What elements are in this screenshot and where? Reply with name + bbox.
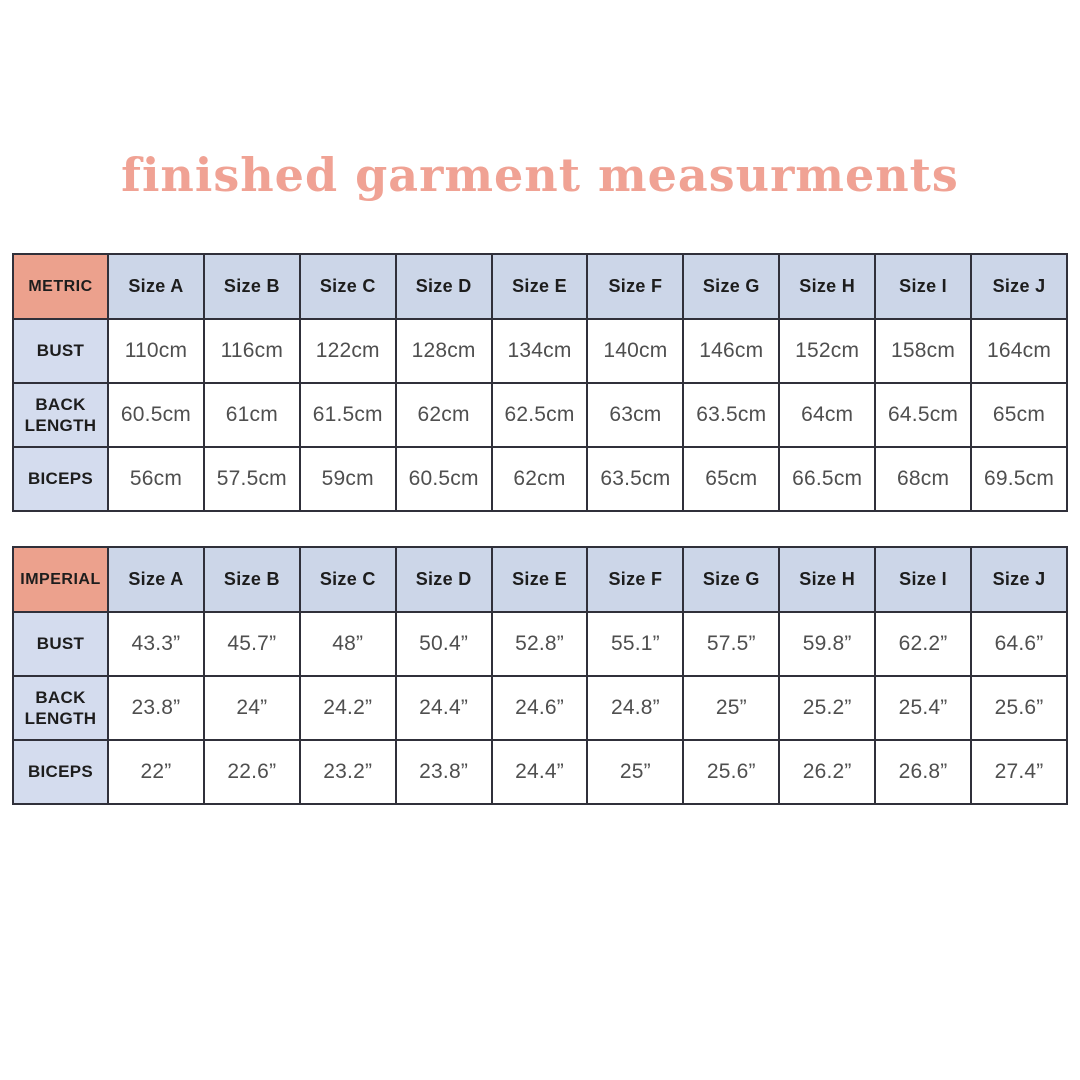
measurement-cell: 24.8” <box>587 676 683 740</box>
page-title: finished garment measurments <box>121 148 959 202</box>
measurement-cell: 60.5cm <box>108 383 204 447</box>
table-row <box>13 676 1067 740</box>
measurement-cell: 57.5cm <box>204 447 300 511</box>
size-column-header: Size G <box>683 254 779 319</box>
measurement-cell: 59cm <box>300 447 396 511</box>
measurement-cell: 24.4” <box>396 676 492 740</box>
size-column-header: Size H <box>779 547 875 612</box>
size-column-header: Size D <box>396 254 492 319</box>
measurement-cell: 60.5cm <box>396 447 492 511</box>
measurement-cell: 134cm <box>492 319 588 383</box>
size-column-header: Size H <box>779 254 875 319</box>
measurement-cell: 59.8” <box>779 612 875 676</box>
measurement-cell: 62cm <box>396 383 492 447</box>
header-row <box>13 254 1067 319</box>
measurement-cell: 25” <box>683 676 779 740</box>
size-column-header: Size C <box>300 254 396 319</box>
measurement-cell: 128cm <box>396 319 492 383</box>
row-label: BUST <box>13 612 108 676</box>
table-row <box>13 740 1067 804</box>
table-row <box>13 612 1067 676</box>
measurement-cell: 65cm <box>683 447 779 511</box>
measurement-cell: 61cm <box>204 383 300 447</box>
measurement-cell: 24” <box>204 676 300 740</box>
measurement-cell: 62cm <box>492 447 588 511</box>
metric-size-table-block <box>12 253 1068 512</box>
measurement-cell: 63.5cm <box>587 447 683 511</box>
measurement-cell: 26.8” <box>875 740 971 804</box>
size-column-header: Size A <box>108 547 204 612</box>
size-column-header: Size G <box>683 547 779 612</box>
measurement-cell: 25.6” <box>971 676 1067 740</box>
size-column-header: Size A <box>108 254 204 319</box>
measurement-cell: 55.1” <box>587 612 683 676</box>
row-label: BICEPS <box>13 447 108 511</box>
measurement-cell: 23.8” <box>108 676 204 740</box>
measurement-cell: 24.4” <box>492 740 588 804</box>
measurement-cell: 48” <box>300 612 396 676</box>
header-row <box>13 547 1067 612</box>
measurement-cell: 146cm <box>683 319 779 383</box>
imperial-size-table <box>12 546 1068 805</box>
measurement-cell: 22” <box>108 740 204 804</box>
measurement-cell: 23.2” <box>300 740 396 804</box>
measurement-cell: 43.3” <box>108 612 204 676</box>
measurement-cell: 22.6” <box>204 740 300 804</box>
metric-size-table <box>12 253 1068 512</box>
measurement-cell: 25” <box>587 740 683 804</box>
size-column-header: Size B <box>204 547 300 612</box>
size-column-header: Size E <box>492 547 588 612</box>
measurement-cell: 52.8” <box>492 612 588 676</box>
measurement-cell: 110cm <box>108 319 204 383</box>
measurement-cell: 122cm <box>300 319 396 383</box>
table-row <box>13 447 1067 511</box>
unit-header-metric: METRIC <box>13 254 108 319</box>
row-label: BUST <box>13 319 108 383</box>
measurement-cell: 152cm <box>779 319 875 383</box>
size-column-header: Size I <box>875 254 971 319</box>
row-label: BACK LENGTH <box>13 676 108 740</box>
measurement-cell: 24.6” <box>492 676 588 740</box>
measurement-cell: 56cm <box>108 447 204 511</box>
measurement-cell: 25.2” <box>779 676 875 740</box>
measurement-cell: 63.5cm <box>683 383 779 447</box>
measurement-cell: 66.5cm <box>779 447 875 511</box>
size-column-header: Size B <box>204 254 300 319</box>
table-row <box>13 383 1067 447</box>
measurement-cell: 57.5” <box>683 612 779 676</box>
measurement-cell: 63cm <box>587 383 683 447</box>
measurement-cell: 27.4” <box>971 740 1067 804</box>
size-column-header: Size F <box>587 547 683 612</box>
measurement-cell: 164cm <box>971 319 1067 383</box>
measurement-cell: 64.6” <box>971 612 1067 676</box>
measurement-cell: 26.2” <box>779 740 875 804</box>
size-column-header: Size D <box>396 547 492 612</box>
table-row <box>13 319 1067 383</box>
row-label: BICEPS <box>13 740 108 804</box>
size-column-header: Size E <box>492 254 588 319</box>
measurement-cell: 64.5cm <box>875 383 971 447</box>
measurement-cell: 65cm <box>971 383 1067 447</box>
size-column-header: Size I <box>875 547 971 612</box>
measurement-cell: 23.8” <box>396 740 492 804</box>
measurement-cell: 68cm <box>875 447 971 511</box>
measurement-cell: 69.5cm <box>971 447 1067 511</box>
imperial-size-table-block <box>12 546 1068 805</box>
measurement-cell: 140cm <box>587 319 683 383</box>
unit-header-imperial: IMPERIAL <box>13 547 108 612</box>
measurement-cell: 25.4” <box>875 676 971 740</box>
row-label: BACK LENGTH <box>13 383 108 447</box>
size-column-header: Size C <box>300 547 396 612</box>
measurement-cell: 61.5cm <box>300 383 396 447</box>
measurement-cell: 62.5cm <box>492 383 588 447</box>
size-column-header: Size J <box>971 254 1067 319</box>
measurement-cell: 25.6” <box>683 740 779 804</box>
measurement-cell: 62.2” <box>875 612 971 676</box>
measurement-cell: 158cm <box>875 319 971 383</box>
measurement-cell: 116cm <box>204 319 300 383</box>
measurement-cell: 64cm <box>779 383 875 447</box>
size-column-header: Size F <box>587 254 683 319</box>
measurement-cell: 50.4” <box>396 612 492 676</box>
measurement-cell: 45.7” <box>204 612 300 676</box>
measurement-cell: 24.2” <box>300 676 396 740</box>
size-column-header: Size J <box>971 547 1067 612</box>
